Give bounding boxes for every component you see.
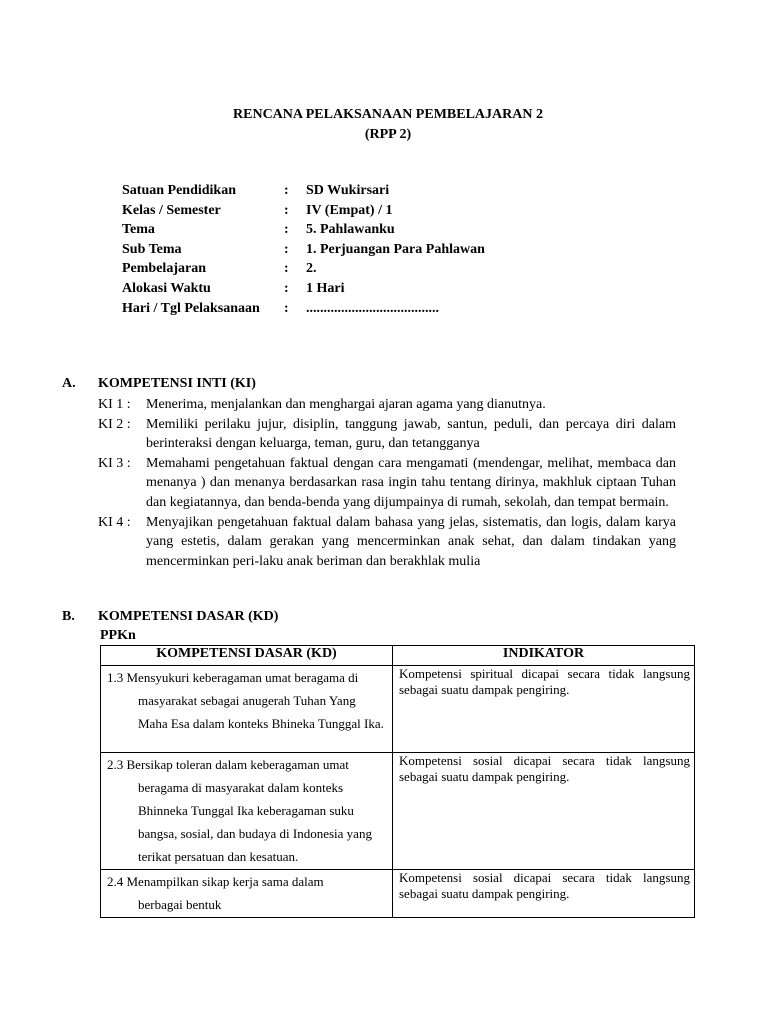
info-value: 5. Pahlawanku — [306, 222, 395, 238]
info-row — [122, 301, 485, 321]
info-colon: : — [284, 222, 289, 238]
ki-label: KI 1 : — [98, 397, 131, 412]
ki-label: KI 3 : — [98, 455, 131, 471]
kd-text-first: 2.4 Menampilkan sikap kerja sama dalam — [107, 874, 324, 889]
document-subtitle: (RPP 2) — [364, 127, 412, 142]
section-title: KOMPETENSI INTI (KI) — [98, 376, 256, 391]
info-label: Kelas / Semester — [122, 202, 221, 218]
section-letter: B. — [62, 609, 75, 624]
kd-table — [100, 645, 695, 918]
info-label: Sub Tema — [122, 241, 182, 257]
subject-label: PPKn — [100, 628, 136, 643]
ki-item — [98, 395, 676, 415]
ki-list — [98, 395, 676, 571]
table-row — [101, 753, 695, 870]
info-label: Tema — [122, 222, 155, 238]
info-row — [122, 261, 485, 281]
ki-text: Memahami pengetahuan faktual dengan cara mengamati (mendengar, melihat, membaca dan menanya ) dan menanya berdasarkan rasa ingin tahu tentang dirinya, makhluk ciptaan Tuhan dan kegiatannya, dan benda-benda yang dijumpainya di rumah, sekolah, dan tempat bermain. — [146, 455, 676, 510]
kd-cell — [101, 753, 393, 870]
info-colon: : — [284, 183, 289, 198]
info-value: ...................................... — [306, 300, 439, 316]
table-row — [101, 870, 695, 918]
info-row — [122, 203, 485, 223]
document-title: RENCANA PELAKSANAAN PEMBELAJARAN 2 — [233, 107, 543, 122]
ki-text: Menyajikan pengetahuan faktual dalam bahasa yang jelas, sistematis, dan logis, dalam karya yang estetis, dalam gerakan yang mencerminkan anak sehat, dan dalam tindakan yang mencerminkan peri-laku anak beriman dan berakhlak mulia — [146, 514, 676, 569]
info-value: SD Wukirsari — [306, 183, 390, 198]
kd-text-rest: berbagai bentuk — [138, 897, 222, 912]
info-colon: : — [284, 202, 289, 218]
kd-cell — [101, 870, 393, 918]
table-row — [101, 666, 695, 753]
info-value: IV (Empat) / 1 — [306, 202, 393, 218]
ki-item — [98, 454, 676, 513]
section-title: KOMPETENSI DASAR (KD) — [98, 609, 279, 624]
header-kd: KOMPETENSI DASAR (KD) — [101, 646, 393, 666]
header-indikator: INDIKATOR — [393, 646, 695, 666]
ki-text: Menerima, menjalankan dan menghargai ajaran agama yang dianutnya. — [146, 397, 546, 412]
info-row — [122, 281, 485, 301]
indikator-cell: Kompetensi sosial dicapai secara tidak langsung sebagai suatu dampak pengiring. — [393, 753, 695, 870]
info-value: 2. — [306, 261, 317, 277]
info-row — [122, 242, 485, 262]
indikator-cell: Kompetensi spiritual dicapai secara tidak langsung sebagai suatu dampak pengiring. — [393, 666, 695, 753]
ki-item — [98, 415, 676, 454]
info-row — [122, 222, 485, 242]
ki-text: Memiliki perilaku jujur, disiplin, tanggung jawab, santun, peduli, dan percaya diri dalam berinteraksi dengan keluarga, teman, guru, dan tetangganya — [146, 416, 676, 452]
identity-block — [122, 183, 485, 320]
kd-text-rest: masyarakat sebagai anugerah Tuhan Yang Maha Esa dalam konteks Bhineka Tunggal Ika. — [138, 693, 384, 731]
info-colon: : — [284, 241, 289, 257]
ki-label: KI 2 : — [98, 416, 131, 432]
kd-text-first: 1.3 Mensyukuri keberagaman umat beragama di — [107, 670, 359, 685]
info-colon: : — [284, 261, 289, 277]
ki-item — [98, 513, 676, 572]
ki-label: KI 4 : — [98, 514, 131, 530]
table-header-row — [101, 646, 695, 666]
info-row — [122, 183, 485, 203]
kd-text-first: 2.3 Bersikap toleran dalam keberagaman umat — [107, 757, 349, 772]
indikator-cell: Kompetensi sosial dicapai secara tidak langsung sebagai suatu dampak pengiring. — [393, 870, 695, 918]
info-label: Satuan Pendidikan — [122, 183, 236, 198]
info-label: Alokasi Waktu — [122, 280, 211, 296]
kd-cell — [101, 666, 393, 753]
info-label: Pembelajaran — [122, 261, 206, 277]
section-letter: A. — [62, 376, 76, 391]
info-colon: : — [284, 280, 289, 296]
info-colon: : — [284, 300, 289, 316]
kd-text-rest: beragama di masyarakat dalam konteks Bhinneka Tunggal Ika keberagaman suku bangsa, sosial, dan budaya di Indonesia yang terikat persatuan dan kesatuan. — [138, 780, 372, 864]
info-value: 1. Perjuangan Para Pahlawan — [306, 241, 485, 257]
info-value: 1 Hari — [306, 280, 345, 296]
info-label: Hari / Tgl Pelaksanaan — [122, 300, 260, 316]
